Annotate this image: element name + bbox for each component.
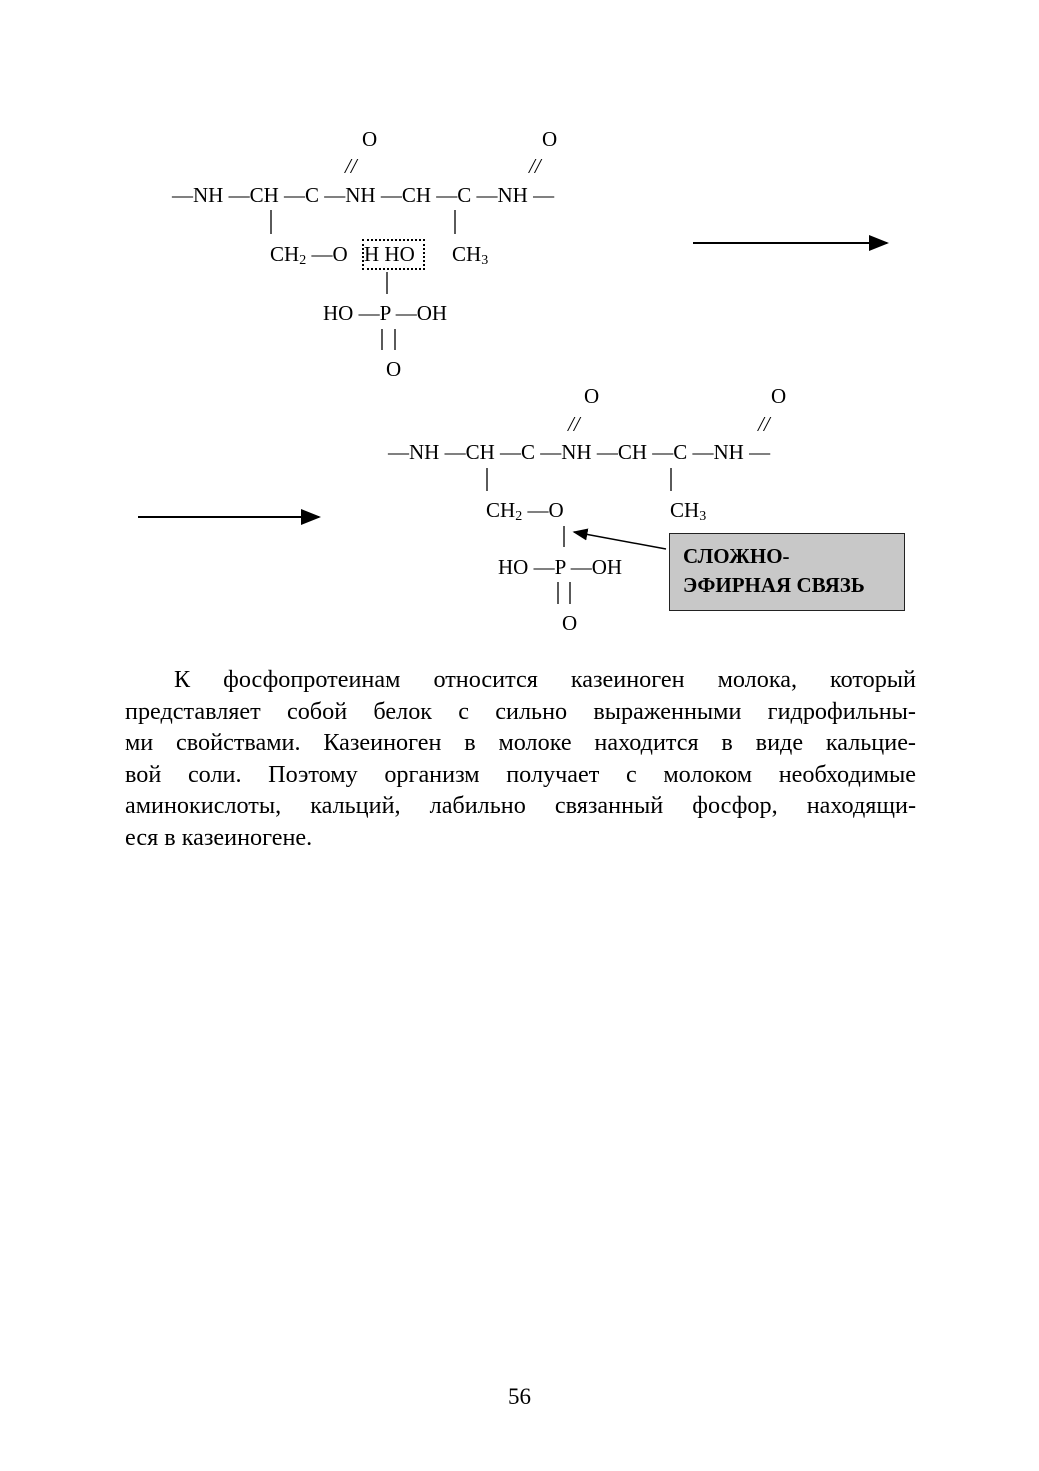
callout-line-2: ЭФИРНАЯ СВЯЗЬ (683, 573, 865, 597)
paragraph-line: аминокислоты, кальций, лабильно связанный фосфор, находящи- (125, 792, 916, 820)
paragraph-line: вой соли. Поэтому организм получает с молоком необходимые (125, 760, 916, 788)
top-h-ho-eliminated: H HO (364, 242, 415, 266)
bottom-double-bond-left: // (568, 412, 580, 436)
water-elimination-box (362, 239, 425, 270)
bottom-phosphate-o: O (562, 611, 578, 635)
top-phosphate-o: O (386, 357, 402, 381)
top-double-bond-right: // (529, 154, 541, 178)
paragraph-line: К фосфопротеинам относится казеиноген молока, который (174, 666, 916, 693)
top-carbonyl-o-right: O (542, 127, 558, 151)
callout-line-1: СЛОЖНО- (683, 544, 790, 568)
bottom-ch2-o-group: $CH_2$ —O (486, 498, 564, 524)
callout-pointer-arrow (574, 532, 666, 549)
bottom-phosphate-group: HO —P —OH (498, 555, 623, 579)
ester-bond-callout (669, 533, 905, 611)
bottom-peptide-chain: —NH —CH —C —NH —CH —C —NH — (388, 440, 771, 464)
bottom-carbonyl-o-left: O (584, 384, 600, 408)
bottom-carbonyl-o-right: O (771, 384, 787, 408)
bottom-double-bond-right: // (758, 412, 770, 436)
paragraph-line: ми свойствами. Казеиноген в молоке находится в виде кальцие- (125, 729, 916, 757)
bottom-ch3-group: $CH_3$ (670, 498, 707, 524)
top-phosphate-group: HO —P —OH (323, 301, 448, 325)
top-carbonyl-o-left: O (362, 127, 378, 151)
page-number: 56 (508, 1384, 531, 1409)
paragraph-line: представляет собой белок с сильно выраженными гидрофильны- (125, 697, 916, 725)
top-peptide-chain: —NH —CH —C —NH —CH —C —NH — (172, 183, 555, 207)
top-ch2-group: $CH_2$ —O (270, 242, 348, 268)
top-double-bond-left: // (345, 154, 357, 178)
body-paragraph (125, 664, 916, 854)
top-ch3-group: $CH_3$ (452, 242, 489, 268)
paragraph-line: еся в казеиногене. (125, 823, 313, 851)
